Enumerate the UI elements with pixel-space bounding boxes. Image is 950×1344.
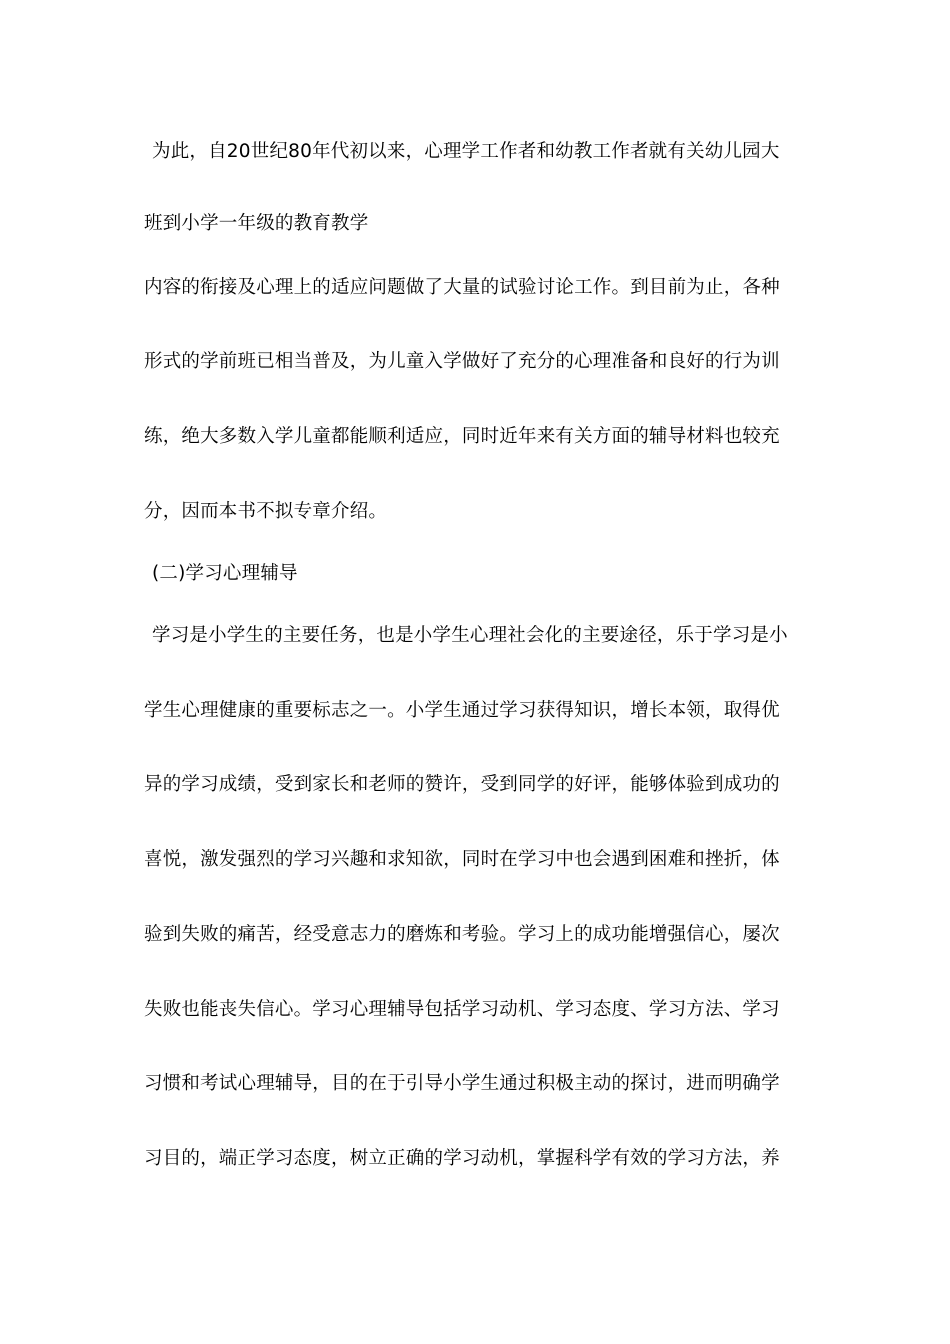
paragraph-line: 习惯和考试心理辅导，目的在于引导小学生通过积极主动的探讨，进而明确学 [144, 1073, 780, 1094]
paragraph-line: 练，绝大多数入学儿童都能顺利适应，同时近年来有关方面的辅导材料也较充 [144, 426, 780, 447]
paragraph-line: 分，因而本书不拟专章介绍。 [144, 501, 388, 522]
section-heading: (二)学习心理辅导 [152, 563, 298, 584]
paragraph-line: 学生心理健康的重要标志之一。小学生通过学习获得知识，增长本领，取得优 [144, 700, 780, 721]
paragraph-line: 异的学习成绩，受到家长和老师的赞许，受到同学的好评，能够体验到成功的 [144, 774, 780, 795]
paragraph-line: 形式的学前班已相当普及，为儿童入学做好了充分的心理准备和良好的行为训 [144, 351, 780, 372]
paragraph-line: 班到小学一年级的教育教学 [144, 213, 369, 234]
paragraph-line: 学习是小学生的主要任务，也是小学生心理社会化的主要途径，乐于学习是小 [152, 625, 788, 646]
paragraph-line: 验到失败的痛苦，经受意志力的磨炼和考验。学习上的成功能增强信心，屡次 [144, 924, 780, 945]
paragraph-line: 为此，自20世纪80年代初以来，心理学工作者和幼教工作者就有关幼儿园大 [152, 141, 780, 162]
paragraph-line: 内容的衔接及心理上的适应问题做了大量的试验讨论工作。到目前为止，各种 [144, 277, 780, 298]
paragraph-line: 习目的，端正学习态度，树立正确的学习动机，掌握科学有效的学习方法，养 [144, 1148, 780, 1169]
paragraph-line: 喜悦，激发强烈的学习兴趣和求知欲，同时在学习中也会遇到困难和挫折，体 [144, 849, 780, 870]
paragraph-line: 失败也能丧失信心。学习心理辅导包括学习动机、学习态度、学习方法、学习 [144, 999, 780, 1020]
